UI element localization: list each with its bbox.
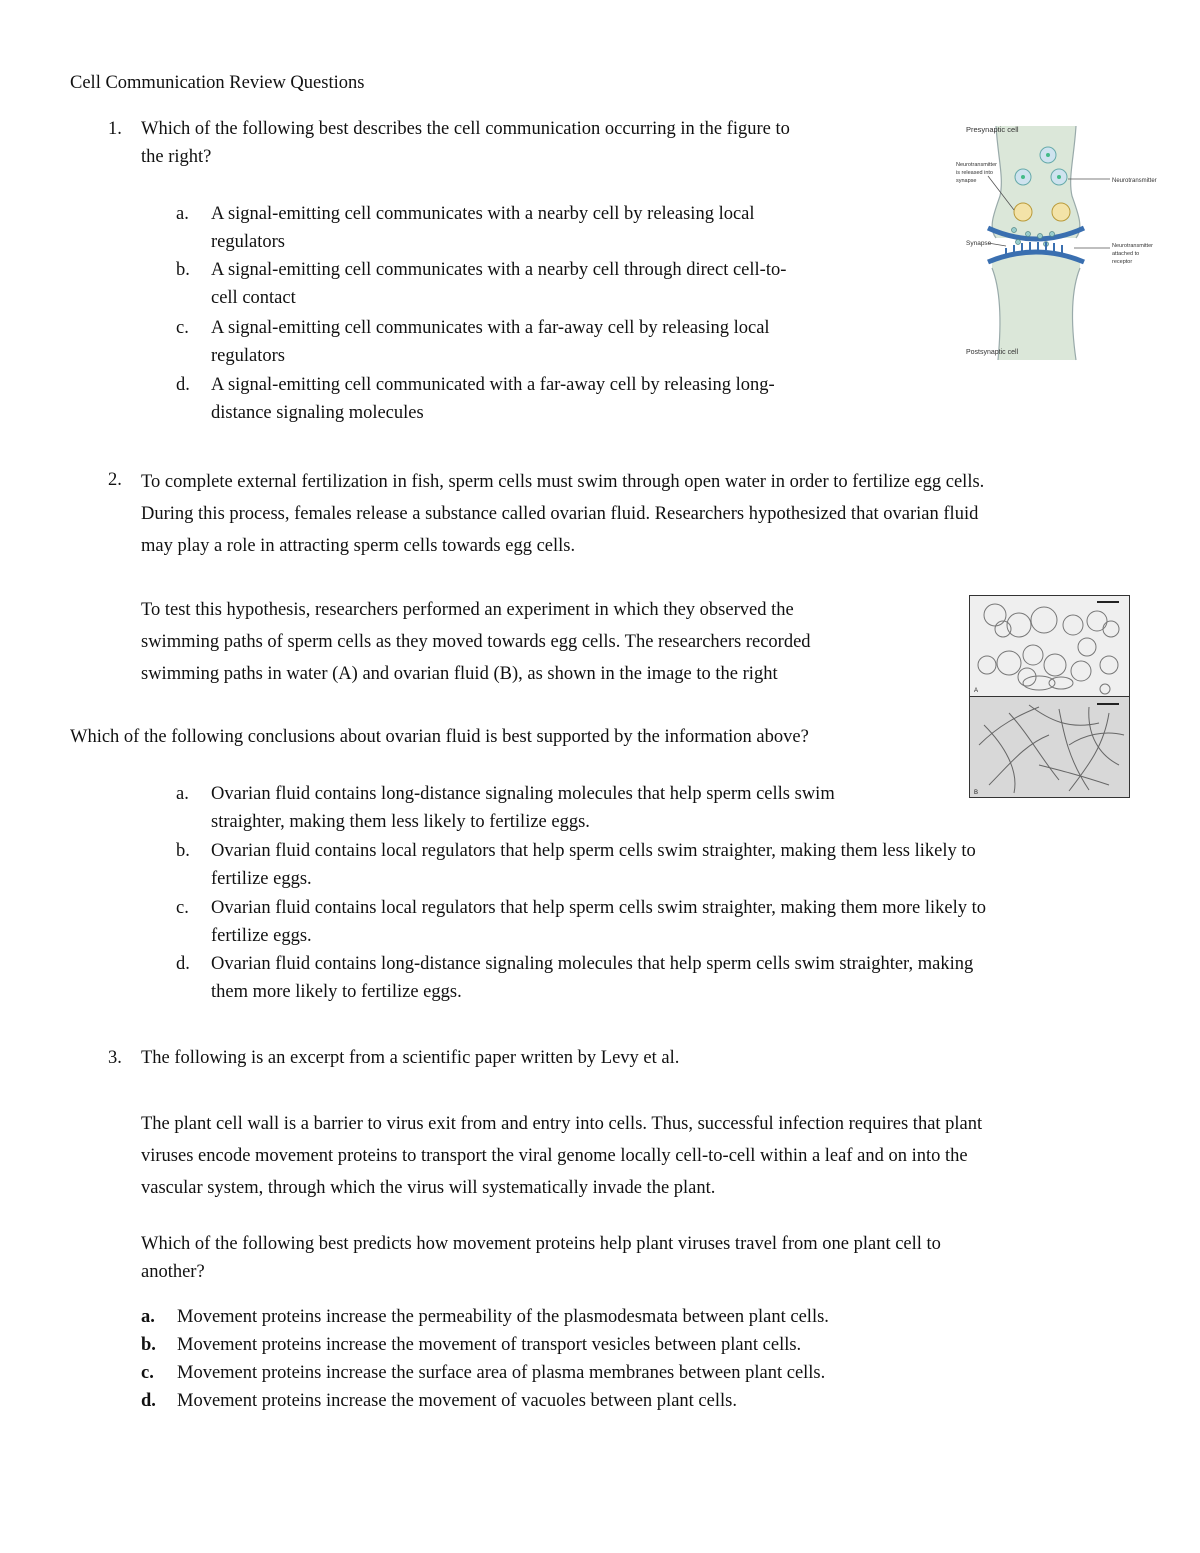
postsynaptic-cell xyxy=(992,252,1080,360)
question-text-line: Which of the following best predicts how movement proteins help plant viruses travel from one plant cell to xyxy=(141,1234,941,1254)
attached-label: Neurotransmitter xyxy=(1112,243,1153,249)
option-text-line: A signal-emitting cell communicates with a nearby cell through direct cell-to- xyxy=(211,260,787,280)
paragraph-line: may play a role in attracting sperm cells towards egg cells. xyxy=(141,536,576,556)
panel-b-label: B xyxy=(974,790,979,796)
option-text-line: cell contact xyxy=(211,288,296,308)
option-label: d. xyxy=(141,1391,156,1411)
question-text-line: another? xyxy=(141,1262,205,1282)
paragraph-line: To complete external fertilization in fish, sperm cells must swim through open water in order to fertilize egg cells. xyxy=(141,472,985,492)
svg-text:attached to: attached to xyxy=(1112,251,1140,257)
svg-text:is released into: is released into xyxy=(956,170,993,176)
option-text-line: fertilize eggs. xyxy=(211,926,312,946)
excerpt-line: viruses encode movement proteins to transport the viral genome locally cell-to-cell within a leaf and on into the xyxy=(141,1146,968,1166)
option-label: b. xyxy=(176,260,190,280)
page-title: Cell Communication Review Questions xyxy=(70,73,365,93)
option-text: Movement proteins increase the movement of vacuoles between plant cells. xyxy=(177,1391,737,1411)
paragraph-line: During this process, females release a substance called ovarian fluid. Researchers hypothesized that ovarian fluid xyxy=(141,504,979,524)
option-text-line: Ovarian fluid contains local regulators that help sperm cells swim straighter, making them more likely to xyxy=(211,898,987,918)
excerpt-line: The plant cell wall is a barrier to virus exit from and entry into cells. Thus, successful infection requires that plant xyxy=(141,1114,983,1134)
paragraph-line: swimming paths in water (A) and ovarian fluid (B), as shown in the image to the right xyxy=(141,664,778,684)
released-label: Neurotransmitter xyxy=(956,162,997,168)
synapse-figure xyxy=(948,118,1160,368)
option-label: c. xyxy=(141,1363,154,1383)
svg-text:receptor: receptor xyxy=(1112,259,1133,265)
question-number: 2. xyxy=(108,470,122,490)
swimming-paths-figure xyxy=(969,595,1131,799)
option-text-line: Ovarian fluid contains local regulators that help sperm cells swim straighter, making them less likely to xyxy=(211,841,976,861)
synapse-label: Synapse xyxy=(966,240,992,247)
option-label: c. xyxy=(176,898,189,918)
option-text-line: Ovarian fluid contains long-distance signaling molecules that help sperm cells swim xyxy=(211,784,835,804)
option-text-line: straighter, making them less likely to fertilize eggs. xyxy=(211,812,590,832)
presynaptic-terminal xyxy=(992,126,1080,238)
question-stem-line: Which of the following best describes the cell communication occurring in the figure to xyxy=(141,119,790,139)
neurotransmitter-label: Neurotransmitter xyxy=(1112,178,1157,184)
panel-a-label: A xyxy=(974,688,979,694)
option-text-line: distance signaling molecules xyxy=(211,403,424,423)
option-text-line: A signal-emitting cell communicated with a far-away cell by releasing long- xyxy=(211,375,775,395)
option-text-line: fertilize eggs. xyxy=(211,869,312,889)
option-text: Movement proteins increase the permeability of the plasmodesmata between plant cells. xyxy=(177,1307,829,1327)
question-text: Which of the following conclusions about ovarian fluid is best supported by the information above? xyxy=(70,727,809,747)
presynaptic-label: Presynaptic cell xyxy=(966,125,1019,134)
option-label: a. xyxy=(176,204,189,224)
option-label: c. xyxy=(176,318,189,338)
option-text: Movement proteins increase the surface area of plasma membranes between plant cells. xyxy=(177,1363,826,1383)
paragraph-line: To test this hypothesis, researchers performed an experiment in which they observed the xyxy=(141,600,794,620)
excerpt-line: vascular system, through which the virus will systematically invade the plant. xyxy=(141,1178,716,1198)
option-text-line: A signal-emitting cell communicates with a far-away cell by releasing local xyxy=(211,318,770,338)
option-text: Movement proteins increase the movement of transport vesicles between plant cells. xyxy=(177,1335,802,1355)
option-text-line: A signal-emitting cell communicates with a nearby cell by releasing local xyxy=(211,204,755,224)
option-text-line: regulators xyxy=(211,232,285,252)
intro-text: The following is an excerpt from a scientific paper written by Levy et al. xyxy=(141,1048,680,1068)
option-text-line: Ovarian fluid contains long-distance signaling molecules that help sperm cells swim straighter, making xyxy=(211,954,974,974)
svg-text:synapse: synapse xyxy=(956,178,977,184)
option-label: b. xyxy=(176,841,190,861)
option-label: b. xyxy=(141,1335,156,1355)
option-text-line: them more likely to fertilize eggs. xyxy=(211,982,462,1002)
option-label: a. xyxy=(141,1307,155,1327)
option-label: d. xyxy=(176,375,190,395)
question-number: 1. xyxy=(108,119,122,139)
option-label: d. xyxy=(176,954,190,974)
option-text-line: regulators xyxy=(211,346,285,366)
question-number: 3. xyxy=(108,1048,122,1068)
paragraph-line: swimming paths of sperm cells as they moved towards egg cells. The researchers recorded xyxy=(141,632,811,652)
question-stem-line: the right? xyxy=(141,147,212,167)
option-label: a. xyxy=(176,784,189,804)
postsynaptic-label: Postsynaptic cell xyxy=(966,349,1019,356)
